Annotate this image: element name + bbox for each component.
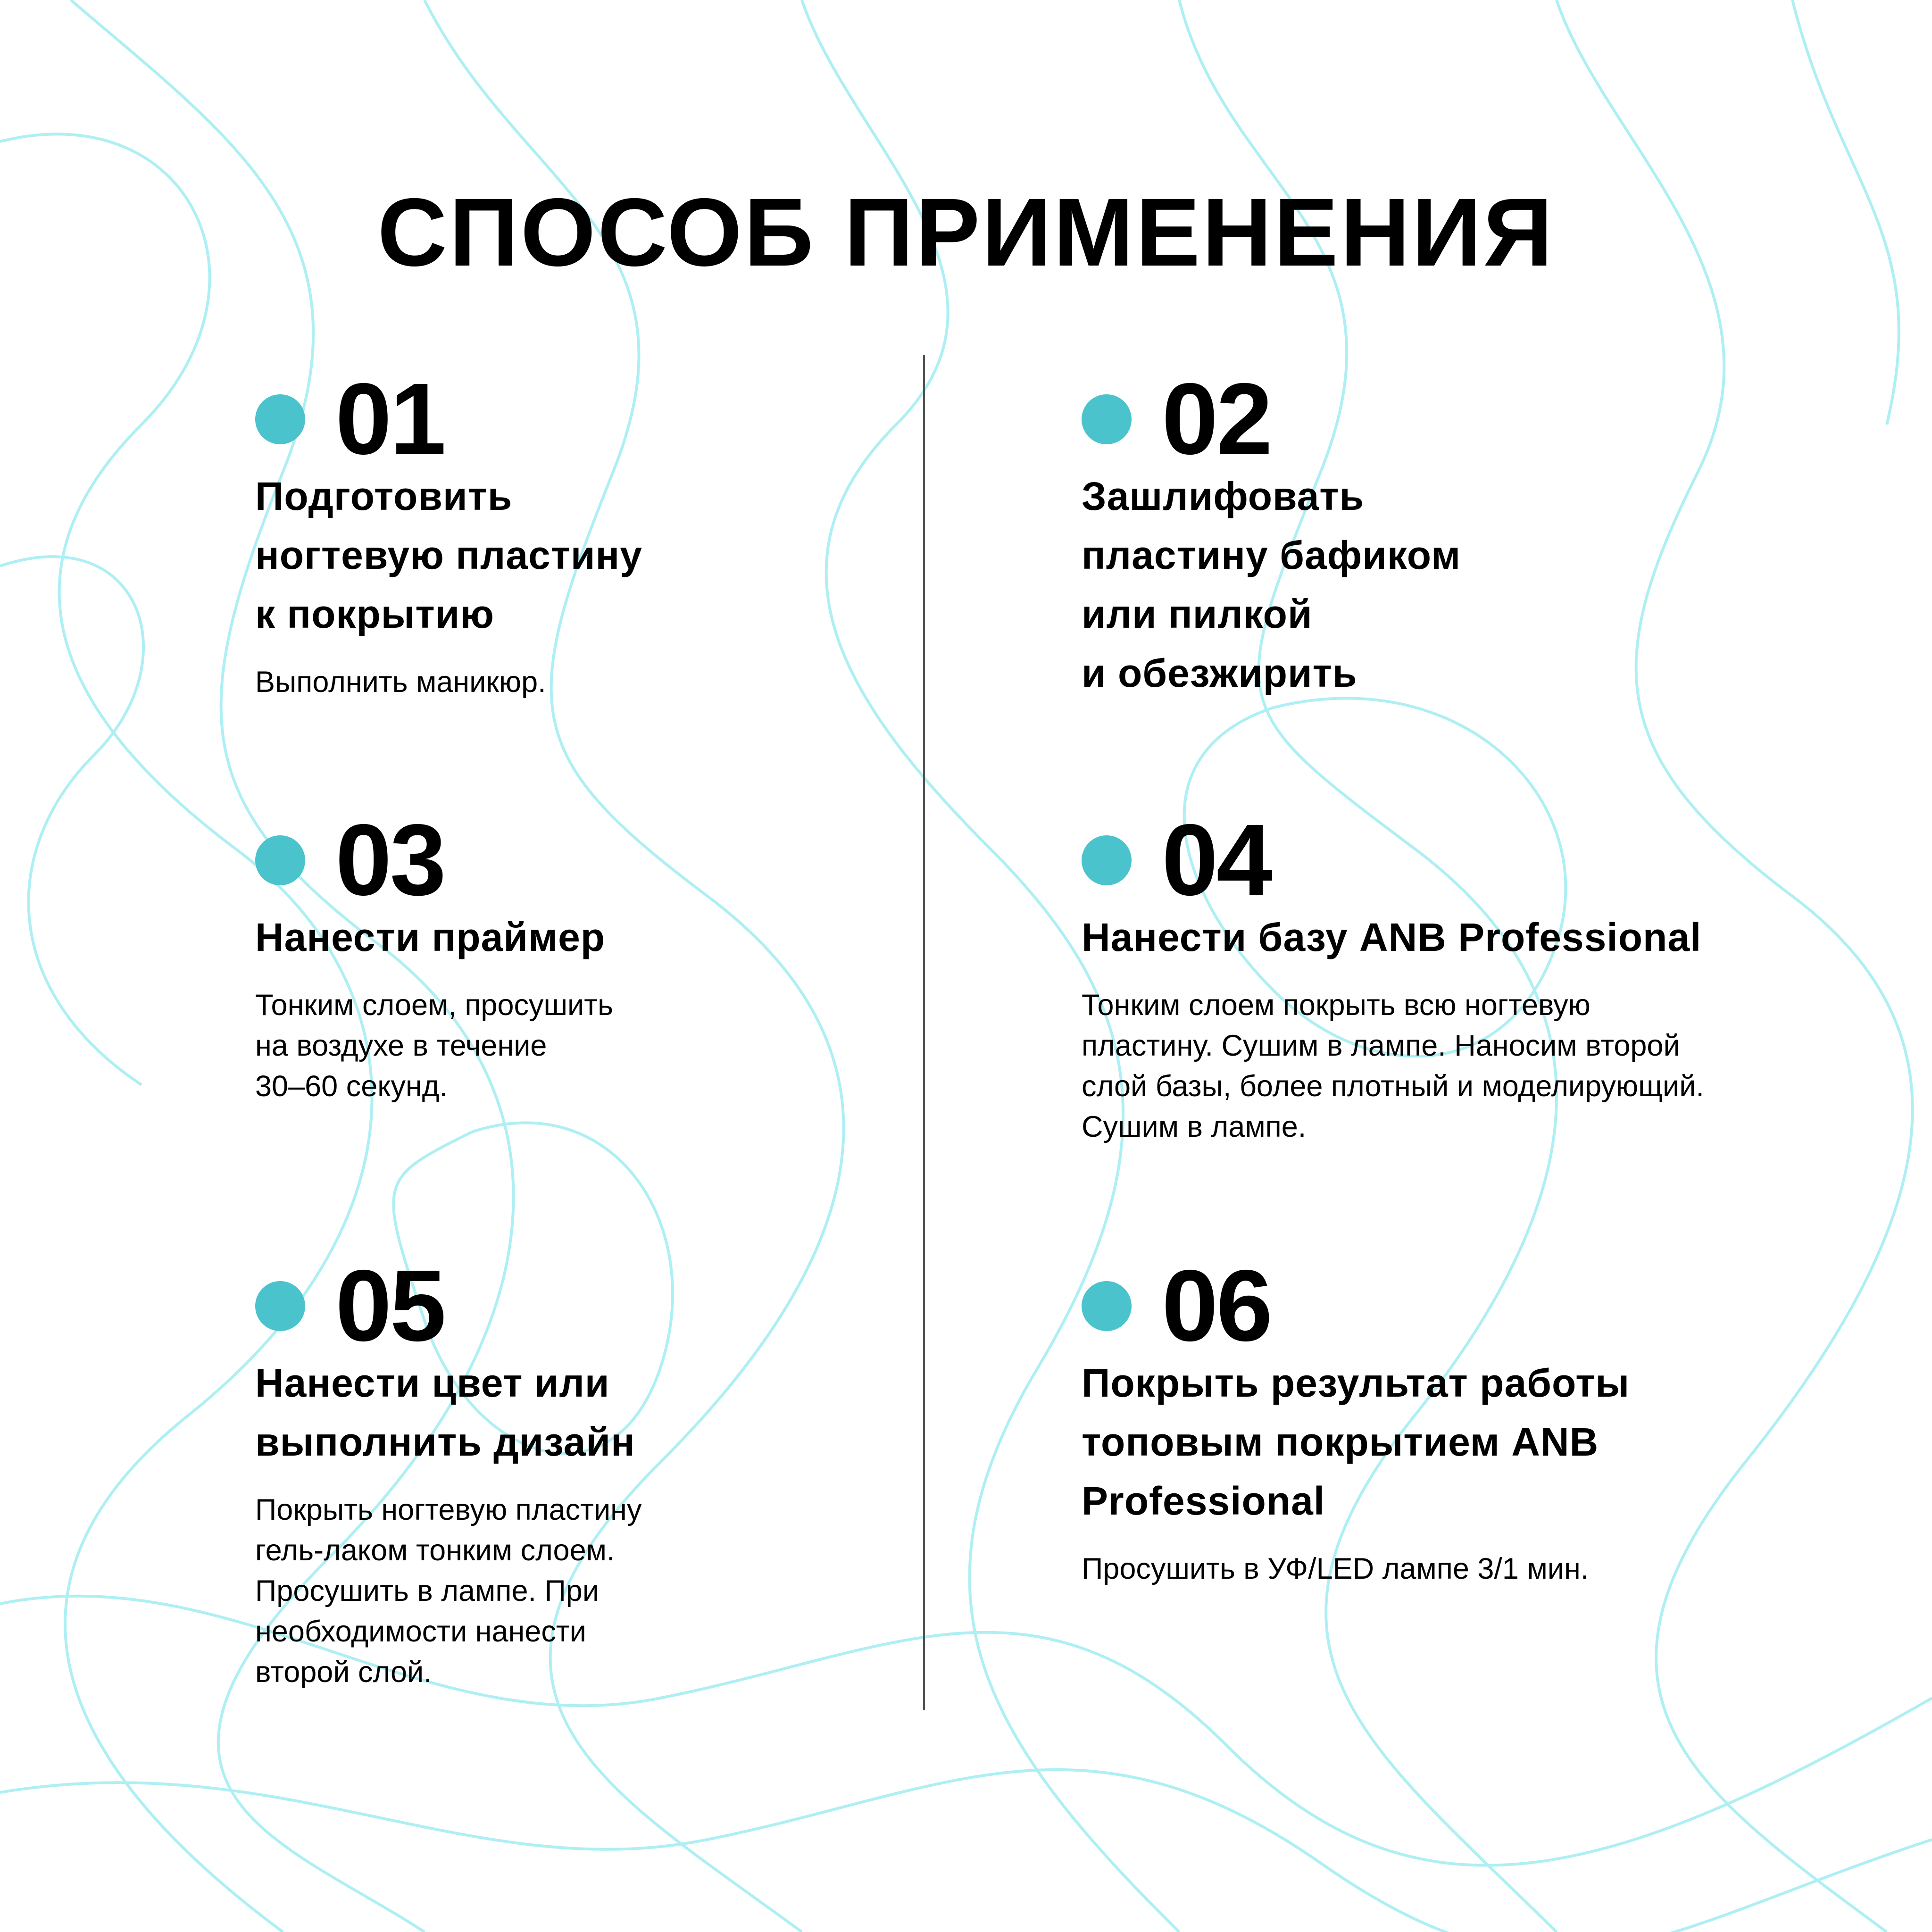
step-05 [255, 1249, 1019, 1692]
step-heading: Нанести базу ANB Professional [1082, 915, 1702, 959]
step-03 [255, 803, 1019, 1107]
step-01 [255, 362, 1019, 702]
step-number: 04 [1162, 803, 1271, 916]
step-number: 01 [335, 362, 445, 475]
step-body: Тонким слоем, просушить на воздухе в течение 30–60 секунд. [255, 989, 613, 1103]
step-number: 03 [335, 803, 445, 916]
step-heading: Зашлифовать пластину бафиком или пилкой и обезжирить [1082, 474, 1461, 695]
bullet-dot-icon [255, 394, 305, 444]
step-04 [1082, 803, 1907, 1147]
step-heading: Нанести праймер [255, 915, 606, 959]
bullet-dot-icon [1082, 1281, 1132, 1331]
bullet-dot-icon [1082, 394, 1132, 444]
step-body: Тонким слоем покрыть всю ногтевую пластину. Сушим в лампе. Наносим второй слой базы, более плотный и моделирующий. Сушим в лампе. [1082, 989, 1704, 1143]
step-heading: Покрыть результат работы топовым покрытием ANB Professional [1082, 1361, 1630, 1523]
bullet-dot-icon [255, 1281, 305, 1331]
step-06 [1082, 1249, 1907, 1589]
step-number: 06 [1162, 1249, 1271, 1362]
step-02 [1082, 362, 1846, 703]
bullet-dot-icon [1082, 835, 1132, 885]
step-heading: Подготовить ногтевую пластину к покрытию [255, 474, 642, 636]
step-number: 05 [335, 1249, 445, 1362]
step-heading: Нанести цвет или выполнить дизайн [255, 1361, 635, 1464]
step-body: Покрыть ногтевую пластину гель-лаком тонким слоем. Просушить в лампе. При необходимости нанести второй слой. [255, 1493, 642, 1689]
step-body: Выполнить маникюр. [255, 666, 546, 699]
page-title: СПОСОБ ПРИМЕНЕНИЯ [377, 178, 1555, 286]
step-number: 02 [1162, 362, 1271, 475]
bullet-dot-icon [255, 835, 305, 885]
step-body: Просушить в УФ/LED лампе 3/1 мин. [1082, 1552, 1589, 1585]
